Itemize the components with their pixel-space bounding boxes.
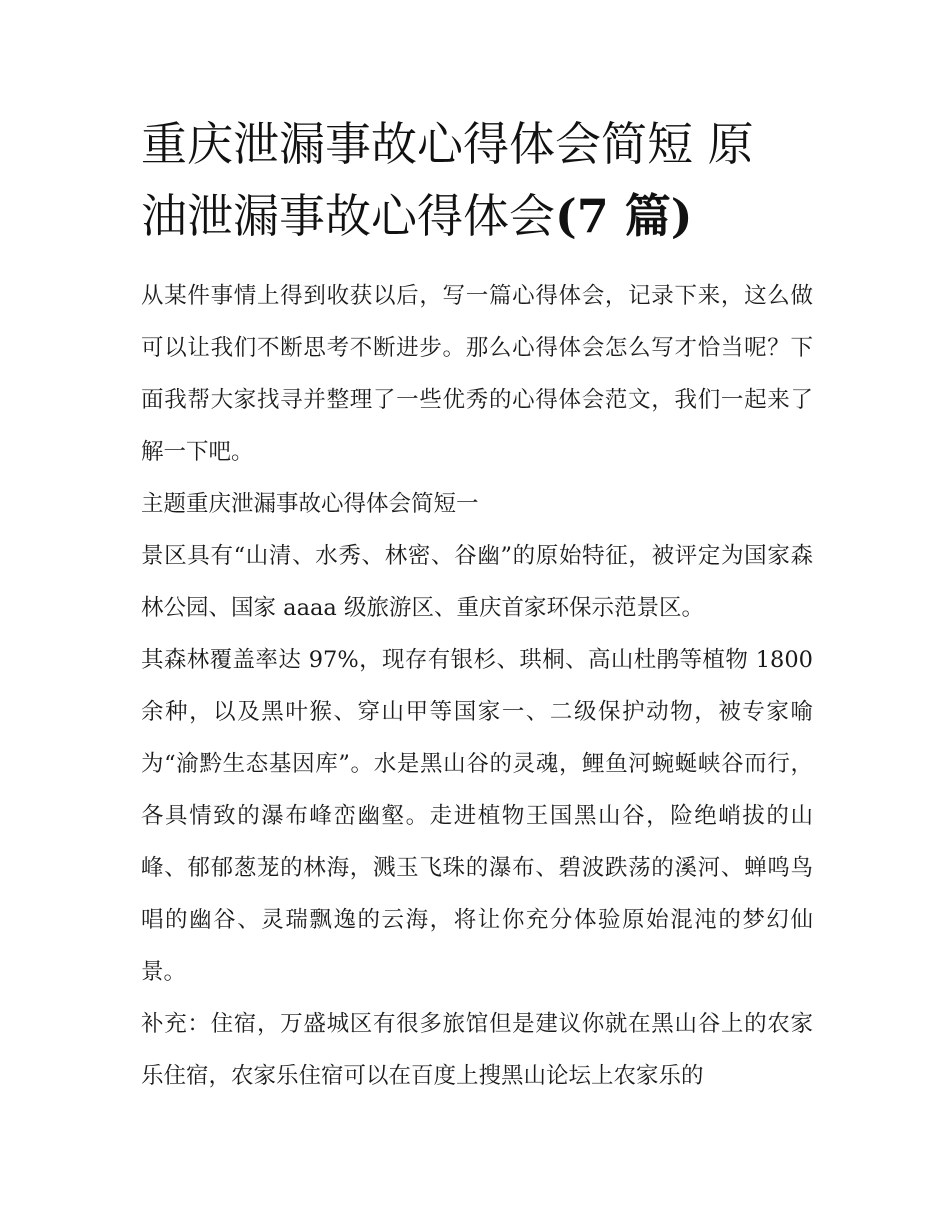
document-body bbox=[141, 108, 813, 1102]
document-title bbox=[141, 108, 813, 252]
section-heading: 主题重庆泄漏事故心得体会简短一 bbox=[141, 491, 479, 517]
body-paragraph: 补充：住宿，万盛城区有很多旅馆但是建议你就在黑山谷上的农家乐住宿，农家乐住宿可以在百度上搜黑山论坛上农家乐的 bbox=[141, 1011, 813, 1089]
body-paragraph: 景区具有“山清、水秀、林密、谷幽”的原始特征，被评定为国家森林公园、国家 aaaa 级旅游区、重庆首家环保示范景区。 bbox=[141, 543, 813, 621]
intro-paragraph: 从某件事情上得到收获以后，写一篇心得体会，记录下来，这么做可以让我们不断思考不断进步。那么心得体会怎么写才恰当呢？下面我帮大家找寻并整理了一些优秀的心得体会范文，我们一起来了解一下吧。 bbox=[141, 283, 813, 465]
title-line-2: 油泄漏事故心得体会 bbox=[141, 189, 555, 243]
title-line-1: 重庆泄漏事故心得体会简短 原 bbox=[141, 117, 754, 171]
body-paragraph: 其森林覆盖率达 97%，现存有银杉、珙桐、高山杜鹃等植物 1800 余种，以及黑叶猴、穿山甲等国家一、二级保护动物，被专家喻为“渝黔生态基因库”。水是黑山谷的灵魂，鲤鱼河蜿蜒峡谷而行，各具情致的瀑布峰峦幽壑。走进植物王国黑山谷，险绝峭拔的山峰、郁郁葱茏的林海，溅玉飞珠的瀑布、碧波跌荡的溪河、蝉鸣鸟唱的幽谷、灵瑞飘逸的云海，将让你充分体验原始混沌的梦幻仙景。 bbox=[141, 647, 813, 985]
title-count: (7 篇) bbox=[555, 189, 693, 243]
